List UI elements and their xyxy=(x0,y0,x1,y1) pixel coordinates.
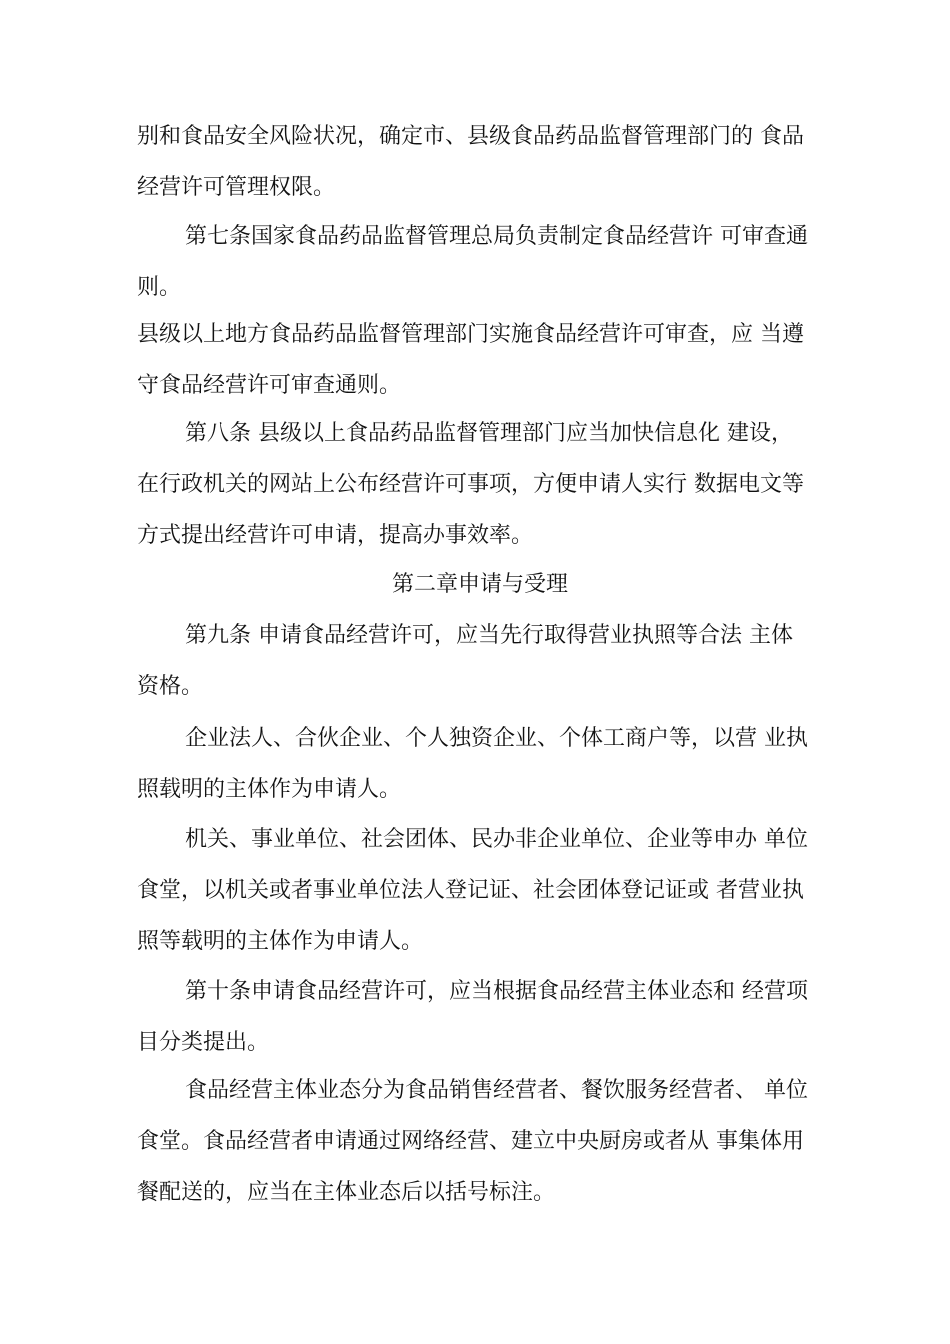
text-line: 食堂。食品经营者申请通过网络经营、建立中央厨房或者从 事集体用 xyxy=(137,1129,804,1154)
paragraph-6 xyxy=(137,713,837,815)
text-line: 则。 xyxy=(137,275,182,300)
paragraph-article-10 xyxy=(137,966,837,1068)
paragraph-3 xyxy=(137,309,837,411)
text-line: 第九条 申请食品经营许可，应当先行取得营业执照等合法 主体 xyxy=(185,623,793,648)
text-line: 照载明的主体作为申请人。 xyxy=(137,777,402,802)
paragraph-7 xyxy=(137,814,837,967)
text-line: 守食品经营许可审查通则。 xyxy=(137,373,402,398)
text-line: 资格。 xyxy=(137,674,204,699)
text-line: 别和食品安全风险状况，确定市、县级食品药品监督管理部门的 食品 xyxy=(137,124,804,149)
text-line: 照等载明的主体作为申请人。 xyxy=(137,929,424,954)
text-line: 餐配送的，应当在主体业态后以括号标注。 xyxy=(137,1180,556,1205)
text-line: 第十条申请食品经营许可，应当根据食品经营主体业态和 经营项 xyxy=(185,979,808,1004)
text-line: 在行政机关的网站上公布经营许可事项，方便申请人实行 数据电文等 xyxy=(137,472,804,497)
paragraph-article-7 xyxy=(137,211,837,313)
chapter-heading: 第二章申请与受理 xyxy=(391,572,568,597)
text-line: 企业法人、合伙企业、个人独资企业、个体工商户等，以营 业执 xyxy=(185,726,808,751)
text-line: 食品经营主体业态分为食品销售经营者、餐饮服务经营者、 单位 xyxy=(185,1078,808,1103)
paragraph-1 xyxy=(137,111,837,213)
text-line: 食堂，以机关或者事业单位法人登记证、社会团体登记证或 者营业执 xyxy=(137,878,804,903)
paragraph-article-9 xyxy=(137,610,837,712)
paragraph-9 xyxy=(137,1065,837,1218)
text-line: 机关、事业单位、社会团体、民办非企业单位、企业等申办 单位 xyxy=(185,827,808,852)
text-line: 第七条国家食品药品监督管理总局负责制定食品经营许 可审查通 xyxy=(185,224,808,249)
text-line: 目分类提出。 xyxy=(137,1030,270,1055)
text-line: 方式提出经营许可申请，提高办事效率。 xyxy=(137,523,534,548)
text-line: 县级以上地方食品药品监督管理部门实施食品经营许可审查，应 当遵 xyxy=(137,322,804,347)
paragraph-article-8 xyxy=(137,408,837,561)
text-line: 第八条 县级以上食品药品监督管理部门应当加快信息化 建设， xyxy=(185,421,793,446)
text-line: 经营许可管理权限。 xyxy=(137,175,336,200)
